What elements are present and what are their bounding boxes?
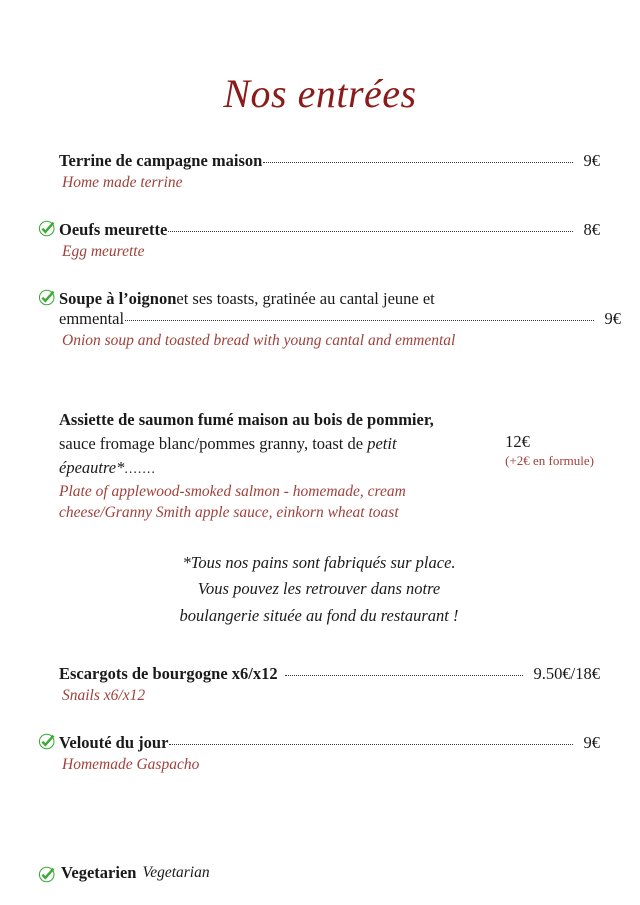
- menu-items-list: [0, 151, 640, 776]
- bread-note: [38, 550, 600, 630]
- menu-item-oeufs-meurette: [38, 216, 600, 263]
- menu-item-name: Assiette de saumon fumé maison au bois de pommier,: [59, 409, 434, 429]
- bread-note-line-3: boulangerie située au fond du restaurant !: [179, 606, 459, 626]
- vegetarian-legend: [38, 863, 210, 883]
- legend-label-french: Vegetarien: [61, 863, 137, 882]
- menu-item-name: Soupe à l’oignon: [59, 288, 177, 308]
- bread-note-line-1: *Tous nos pains sont fabriqués sur place.: [182, 552, 456, 572]
- check-circle-icon: [38, 732, 57, 751]
- menu-item-line: [38, 151, 600, 171]
- menu-item-translation: Home made terrine: [62, 174, 183, 191]
- description-text: sauce fromage blanc/pommes granny, toast de: [59, 433, 368, 453]
- check-circle-icon: [38, 288, 57, 307]
- dot-leader: [125, 319, 593, 321]
- menu-item-price: 8€: [583, 219, 600, 239]
- menu-item-line: [38, 285, 600, 309]
- menu-item-saumon-fume: [38, 408, 600, 524]
- section-spacer: [38, 374, 600, 408]
- menu-item-description-cont: emmental: [59, 308, 125, 328]
- menu-item-description: [59, 432, 479, 480]
- menu-item-line-2: [38, 309, 621, 329]
- dot-leader: [169, 743, 572, 745]
- menu-item-price: 12€: [505, 431, 530, 451]
- translation-line-2: cheese/Granny Smith apple sauce, einkorn wheat toast: [59, 503, 399, 521]
- section-spacer: [38, 630, 600, 664]
- menu-item-text-column: [38, 408, 479, 524]
- menu-item-description: et ses toasts, gratinée au cantal jeune et: [176, 288, 435, 308]
- legend-label-english: Vegetarian: [142, 864, 210, 881]
- menu-item-terrine: [38, 151, 600, 194]
- menu-item-translation: Snails x6/x12: [62, 686, 146, 704]
- menu-item-name: Velouté du jour: [59, 732, 169, 752]
- dot-leader: [285, 674, 523, 676]
- menu-item-price: 9€: [583, 732, 600, 752]
- menu-item-name: Oeufs meurette: [59, 219, 168, 239]
- menu-item-translation: Onion soup and toasted bread with young cantal and emmental: [62, 331, 456, 349]
- dot-leader: [168, 230, 572, 232]
- menu-item-translation: Homemade Gaspacho: [62, 755, 200, 773]
- dot-leader: [263, 161, 572, 163]
- menu-item-veloute: [38, 729, 600, 776]
- menu-item-translation: Egg meurette: [62, 242, 145, 260]
- menu-item-price: 9.50€/18€: [533, 663, 600, 683]
- menu-item-escargots: [38, 664, 600, 707]
- menu-item-translation: [59, 482, 479, 524]
- page-title: Nos entrées: [223, 71, 417, 116]
- menu-item-price-block: [505, 408, 600, 469]
- dot-leader-short: .......: [124, 461, 156, 477]
- bread-note-line-2: Vous pouvez les retrouver dans notre: [197, 579, 441, 599]
- menu-item-line: [38, 729, 600, 753]
- menu-item-price: 9€: [604, 308, 621, 328]
- menu-item-price-note: (+2€ en formule): [505, 452, 594, 468]
- menu-item-name: Escargots de bourgogne x6/x12: [59, 663, 278, 683]
- description-italic-text: petit épeautre*: [59, 433, 397, 477]
- menu-item-soupe-oignon: [38, 285, 621, 352]
- menu-item-name: Terrine de campagne maison: [59, 151, 263, 170]
- check-circle-icon: [38, 865, 57, 884]
- check-circle-icon: [38, 219, 57, 238]
- menu-item-line: [38, 664, 600, 684]
- menu-item-price: 9€: [583, 151, 600, 170]
- translation-line-1: Plate of applewood-smoked salmon - homemade, cream: [59, 482, 406, 500]
- menu-item-line: [38, 216, 600, 240]
